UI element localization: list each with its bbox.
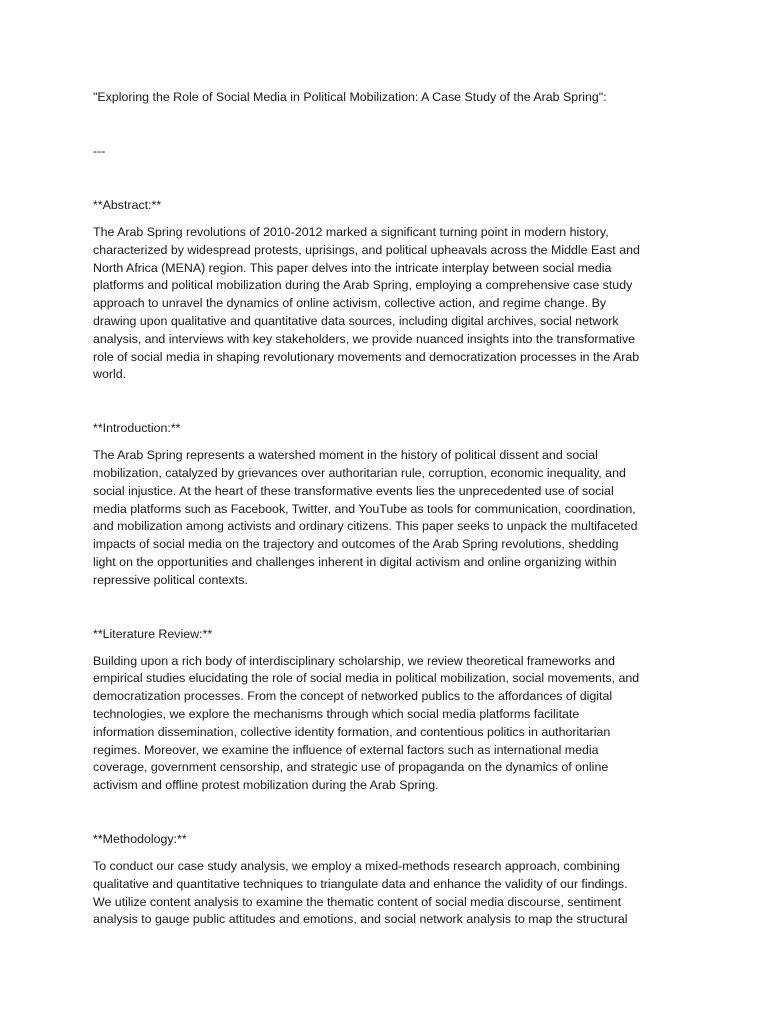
section-paragraph-abstract [93,224,678,384]
paragraph-line: media platforms such as Facebook, Twitter, and YouTube as tools for communication, coordination, [93,501,636,516]
paragraph-line: The Arab Spring represents a watershed moment in the history of political dissent and social [93,448,598,463]
paragraph-line: technologies, we explore the mechanisms through which social media platforms facilitate [93,706,580,721]
document-title: "Exploring the Role of Social Media in Political Mobilization: A Case Study of the Arab Spring": [93,90,607,104]
paragraph-line: To conduct our case study analysis, we employ a mixed-methods research approach, combining [93,858,620,873]
paragraph-line: analysis to gauge public attitudes and emotions, and social network analysis to map the structural [93,912,628,927]
paragraph-line: platforms and political mobilization during the Arab Spring, employing a comprehensive case study [93,278,633,293]
section-heading-introduction: **Introduction:** [93,421,181,436]
paragraph-line: The Arab Spring revolutions of 2010-2012 marked a significant turning point in modern history, [93,225,609,239]
paragraph-line: social injustice. At the heart of these transformative events lies the unprecedented use of social [93,483,614,498]
paragraph-line: and mobilization among activists and ordinary citizens. This paper seeks to unpack the multifaceted [93,519,638,534]
section-paragraph-introduction [93,447,678,589]
paragraph-line: democratization processes. From the concept of networked publics to the affordances of digital [93,689,613,704]
paragraph-line: light on the opportunities and challenges inherent in digital activism and online organizing within [93,554,617,569]
document-page [93,89,678,929]
paragraph-line: drawing upon qualitative and quantitative data sources, including digital archives, social network [93,313,619,328]
paragraph-line: repressive political contexts. [93,572,248,587]
paragraph-line: regimes. Moreover, we examine the influence of external factors such as international media [93,742,599,757]
paragraph-line: mobilization, catalyzed by grievances over authoritarian rule, corruption, economic inequality, and [93,465,626,480]
paragraph-line: information dissemination, collective identity formation, and contentious politics in authoritarian [93,724,611,739]
paragraph-line: coverage, government censorship, and strategic use of propaganda on the dynamics of online [93,760,609,775]
paragraph-line: qualitative and quantitative techniques to triangulate data and enhance the validity of our findings. [93,876,628,891]
section-heading-methodology: **Methodology:** [93,831,187,846]
section-heading-abstract: **Abstract:** [93,198,162,212]
section-paragraph-literature-review [93,653,678,795]
paragraph-line: characterized by widespread protests, uprisings, and political upheavals across the Middle East and [93,242,640,257]
section-heading-literature-review: **Literature Review:** [93,626,213,641]
paragraph-line: impacts of social media on the trajectory and outcomes of the Arab Spring revolutions, shedding [93,537,619,552]
paragraph-line: activism and offline protest mobilization during the Arab Spring. [93,778,439,793]
paragraph-line: empirical studies elucidating the role of social media in political mobilization, social movements, and [93,671,640,686]
section-paragraph-methodology [93,858,678,929]
paragraph-line: Building upon a rich body of interdisciplinary scholarship, we review theoretical frameworks and [93,653,616,668]
paragraph-line: analysis, and interviews with key stakeholders, we provide nuanced insights into the transformative [93,331,636,346]
paragraph-line: world. [93,367,127,382]
paragraph-line: North Africa (MENA) region. This paper delves into the intricate interplay between social media [93,260,612,275]
paragraph-line: approach to unravel the dynamics of online activism, collective action, and regime change. By [93,296,607,311]
separator: --- [93,144,106,158]
paragraph-line: We utilize content analysis to examine the thematic content of social media discourse, sentiment [93,894,622,909]
paragraph-line: role of social media in shaping revolutionary movements and democratization processes in the Arab [93,349,640,364]
